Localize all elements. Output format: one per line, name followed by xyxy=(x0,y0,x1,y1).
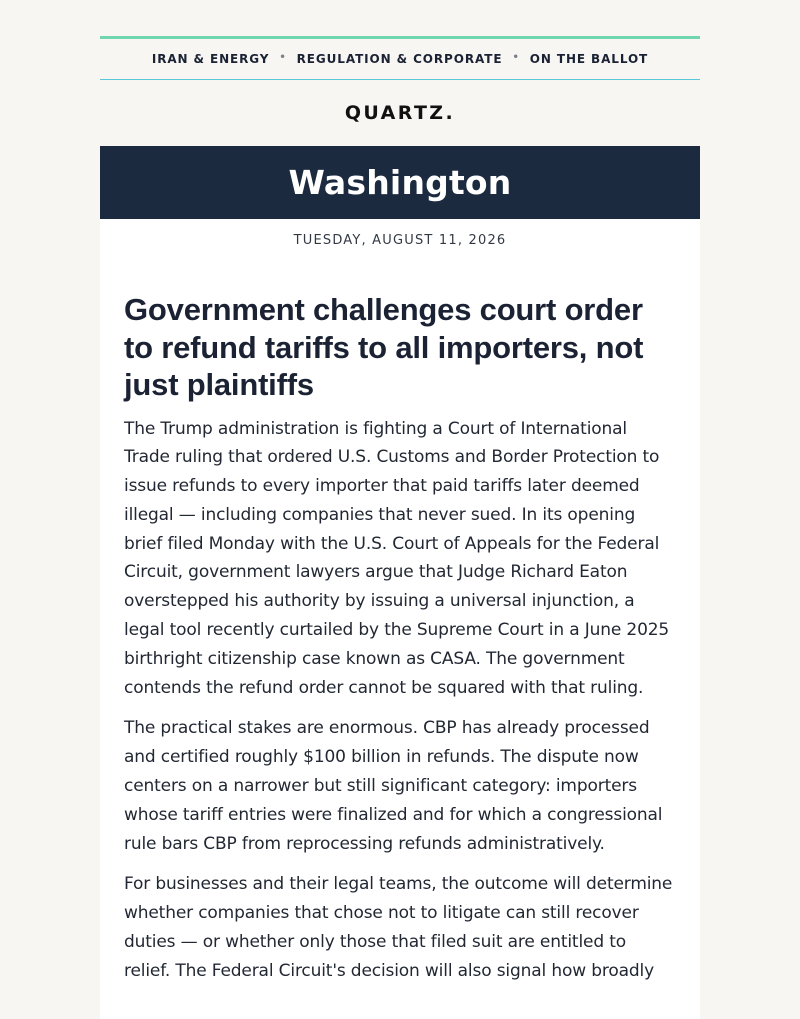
article-headline[interactable]: Government challenges court order to refund tariffs to all importers, not just plaintiffs xyxy=(124,292,644,402)
article-body xyxy=(124,415,676,986)
section-title: Washington xyxy=(288,163,512,202)
article-paragraph: The Trump administration is fighting a Court of International Trade ruling that ordered U.S. Customs and Border Protection to issue refunds to every importer that paid tariffs later deemed illegal — including companies that never sued. In its opening brief filed Monday with the U.S. Court of Appeals for the Federal Circuit, government lawyers argue that Judge Richard Eaton overstepped his authority by issuing a universal injunction, a legal tool recently curtailed by the Supreme Court in a June 2025 birthright citizenship case known as CASA. The government contends the refund order cannot be squared with that ruling. xyxy=(124,418,670,698)
top-navigation xyxy=(100,36,700,80)
article-card xyxy=(100,219,700,1019)
nav-item-on-the-ballot[interactable]: ON THE BALLOT xyxy=(529,52,649,66)
nav-item-iran-energy[interactable]: IRAN & ENERGY xyxy=(151,52,270,66)
nav-separator: • xyxy=(512,51,520,63)
article-paragraph: The practical stakes are enormous. CBP has already processed and certified roughly $100 billion in refunds. The dispute now centers on a narrower but still significant category: importers whose tariff entries were finalized and for which a congressional rule bars CBP from reprocessing refunds administratively. xyxy=(124,718,663,854)
section-banner xyxy=(100,146,700,219)
nav-separator: • xyxy=(279,51,287,63)
article-date: TUESDAY, AUGUST 11, 2026 xyxy=(293,233,507,248)
nav-item-regulation-corporate[interactable]: REGULATION & CORPORATE xyxy=(296,52,503,66)
newsletter xyxy=(100,36,700,1019)
quartz-logo[interactable]: QUARTZ. xyxy=(344,102,456,124)
brand-header xyxy=(100,80,700,146)
article-paragraph: For businesses and their legal teams, the outcome will determine whether companies that chose not to litigate can still recover duties — or whether only those that filed suit are entitled to relief. The Federal Circuit's decision will also signal how broadly xyxy=(124,874,673,981)
